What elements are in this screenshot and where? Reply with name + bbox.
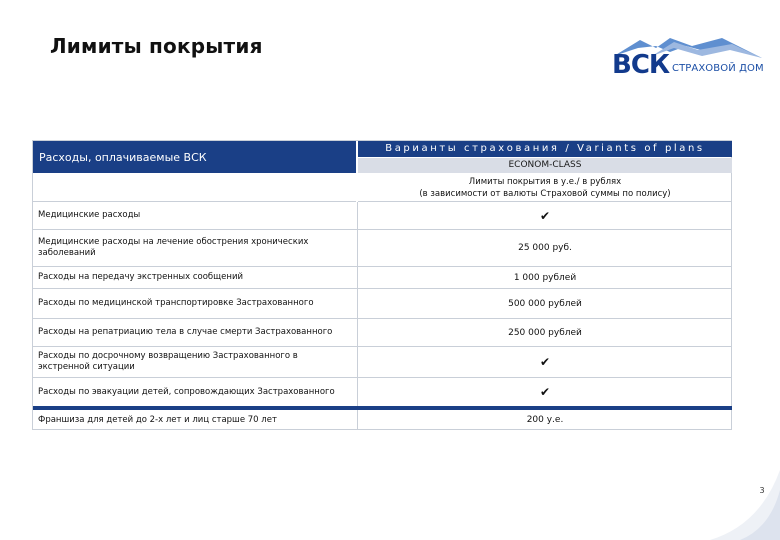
row-value: 200 у.е. [526,415,564,425]
header-plan-name: ECONOM-CLASS [358,158,732,173]
table-row [33,319,732,347]
logo-subtitle: СТРАХОВОЙ ДОМ [672,63,764,74]
limits-note-line1: Лимиты покрытия в у.е./ в рублях [468,177,622,187]
check-icon: ✔ [539,385,551,399]
check-icon: ✔ [539,208,551,223]
row-value: 25 000 руб. [518,243,572,253]
table-row [33,267,732,289]
vsk-logo [612,36,772,78]
row-label: Медицинские расходы [38,210,141,220]
row-value: 500 000 рублей [508,298,582,309]
header-variants: Варианты страхования / Variants of plans [358,141,732,157]
page-title: Лимиты покрытия [50,34,263,58]
row-label: Медицинские расходы на лечение обострения хронических заболеваний [38,237,309,258]
coverage-table [32,140,732,430]
row-label: Расходы по медицинской транспортировке Застрахованного [38,298,314,308]
row-label: Расходы по эвакуации детей, сопровождающих Застрахованного [38,386,335,397]
row-label: Франшиза для детей до 2-х лет и лиц старше 70 лет [38,414,277,425]
limits-note-line2: (в зависимости от валюты Страховой суммы по полису) [419,189,671,199]
table-row [33,202,732,230]
table-row [33,347,732,378]
logo-wordmark: ВСК [612,50,670,80]
table-row [33,230,732,267]
header-left-blank [33,173,356,202]
page-number: 3 [759,486,765,495]
row-label: Расходы по досрочному возвращению Застрахованного в экстренной ситуации [38,351,298,372]
row-label: Расходы на репатриацию тела в случае смерти Застрахованного [38,327,333,337]
header-limits-note [358,173,732,202]
row-label: Расходы на передачу экстренных сообщений [38,272,244,282]
table-row [33,378,732,410]
table-row [33,289,732,319]
header-expenses-label: Расходы, оплачиваемые ВСК [33,141,356,173]
table-row [33,410,732,430]
row-value: 1 000 рублей [513,272,577,283]
row-value: 250 000 рублей [508,327,582,338]
check-icon: ✔ [539,355,551,369]
